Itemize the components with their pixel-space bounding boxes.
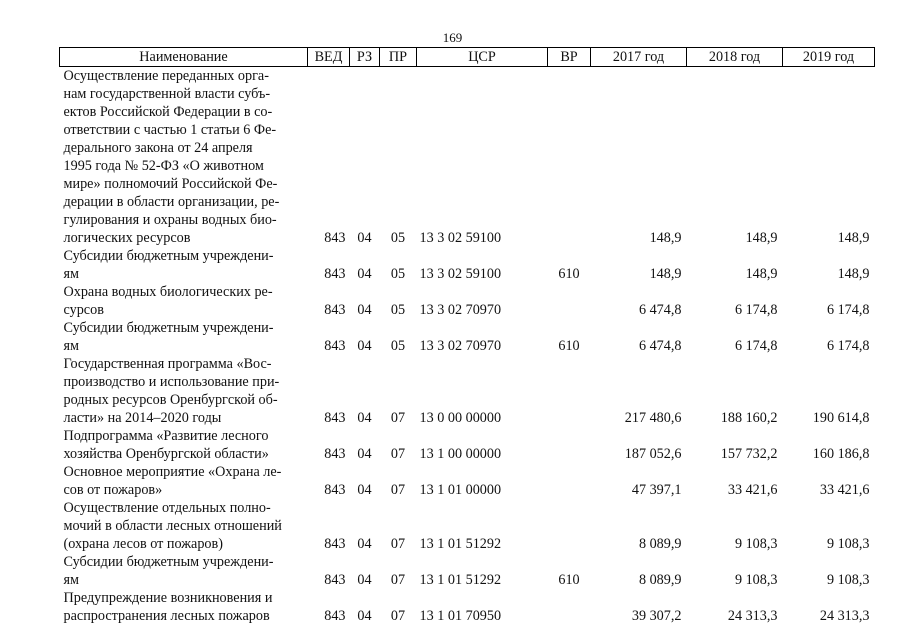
name-line: ям (63, 338, 80, 354)
name-line: сов от пожаров» (63, 482, 163, 498)
name-line: ям (63, 572, 80, 588)
cell-ved: 843 (324, 266, 346, 282)
cell-ved: 843 (324, 572, 346, 588)
cell-2017: 6 474,8 (638, 302, 682, 318)
table-row (60, 427, 875, 463)
cell-csr: 13 3 02 59100 (419, 230, 502, 246)
header-2017: 2017 год (591, 48, 687, 67)
name-line: дерального закона от 24 апреля (63, 140, 253, 156)
name-line: ектов Российской Федерации в со- (63, 104, 273, 120)
cell-vr (548, 355, 591, 427)
cell-rz: 04 (357, 338, 372, 354)
name-line: Осуществление отдельных полно- (63, 500, 271, 516)
cell-2017: 148,9 (649, 266, 682, 282)
cell-pr: 05 (390, 230, 406, 246)
header-pr: ПР (380, 48, 417, 67)
cell-vr (548, 427, 591, 463)
name-line: хозяйства Оренбургской области» (63, 446, 269, 462)
cell-pr: 07 (390, 572, 406, 588)
name-line: логических ресурсов (63, 230, 191, 246)
table-body (60, 67, 875, 626)
header-rz: РЗ (350, 48, 380, 67)
name-line: производство и использование при- (63, 374, 280, 390)
name-line: Предупреждение возникновения и (63, 590, 273, 606)
cell-2019: 148,9 (837, 266, 870, 282)
header-2019: 2019 год (783, 48, 875, 67)
cell-2018: 6 174,8 (734, 338, 778, 354)
name-line: Субсидии бюджетным учреждени- (63, 320, 274, 336)
cell-ved: 843 (324, 410, 346, 426)
cell-csr: 13 1 01 51292 (419, 536, 502, 552)
name-line: распространения лесных пожаров (63, 608, 270, 624)
cell-2019: 24 313,3 (819, 608, 870, 624)
cell-pr: 07 (390, 446, 406, 462)
cell-name (60, 319, 308, 355)
cell-2018: 9 108,3 (734, 572, 778, 588)
cell-name (60, 67, 308, 248)
header-ved: ВЕД (308, 48, 350, 67)
cell-csr: 13 3 02 70970 (419, 338, 502, 354)
cell-name (60, 427, 308, 463)
cell-csr: 13 1 00 00000 (419, 446, 502, 462)
cell-rz: 04 (357, 266, 372, 282)
cell-2017: 8 089,9 (638, 572, 682, 588)
cell-pr: 05 (390, 266, 406, 282)
cell-rz: 04 (357, 482, 372, 498)
name-line: Подпрограмма «Развитие лесного (63, 428, 269, 444)
cell-2018: 33 421,6 (727, 482, 778, 498)
table-row (60, 247, 875, 283)
name-line: дерации в области организации, ре- (63, 194, 280, 210)
cell-rz: 04 (357, 302, 372, 318)
cell-2019: 148,9 (837, 230, 870, 246)
cell-2018: 9 108,3 (734, 536, 778, 552)
table-row (60, 67, 875, 248)
name-line: ласти» на 2014–2020 годы (63, 410, 222, 426)
name-line: Государственная программа «Вос- (63, 356, 272, 372)
name-line: Охрана водных биологических ре- (63, 284, 273, 300)
table-row (60, 553, 875, 589)
table-row (60, 283, 875, 319)
table-header-row (60, 48, 875, 67)
cell-vr: 610 (558, 266, 580, 282)
cell-name (60, 247, 308, 283)
cell-pr: 07 (390, 608, 406, 624)
table-row (60, 319, 875, 355)
cell-2017: 6 474,8 (638, 338, 682, 354)
cell-ved: 843 (324, 482, 346, 498)
cell-ved: 843 (324, 230, 346, 246)
cell-rz: 04 (357, 536, 372, 552)
cell-ved: 843 (324, 536, 346, 552)
name-line: Осуществление переданных орга- (63, 68, 269, 84)
cell-csr: 13 0 00 00000 (419, 410, 502, 426)
table-row (60, 463, 875, 499)
cell-name (60, 463, 308, 499)
cell-2018: 188 160,2 (720, 410, 778, 426)
cell-rz: 04 (357, 230, 372, 246)
cell-csr: 13 1 01 70950 (419, 608, 502, 624)
cell-rz: 04 (357, 608, 372, 624)
name-line: ям (63, 266, 80, 282)
cell-2019: 6 174,8 (826, 338, 870, 354)
cell-2019: 6 174,8 (826, 302, 870, 318)
cell-2017: 148,9 (649, 230, 682, 246)
budget-table (59, 47, 875, 625)
header-csr: ЦСР (417, 48, 548, 67)
cell-pr: 07 (390, 536, 406, 552)
cell-csr: 13 1 01 51292 (419, 572, 502, 588)
name-line: 1995 года № 52-ФЗ «О животном (63, 158, 264, 174)
cell-csr: 13 3 02 59100 (419, 266, 502, 282)
name-line: (охрана лесов от пожаров) (63, 536, 223, 552)
cell-csr: 13 3 02 70970 (419, 302, 502, 318)
name-line: нам государственной власти субъ- (63, 86, 271, 102)
name-line: мочий в области лесных отношений (63, 518, 282, 534)
cell-2019: 9 108,3 (826, 536, 870, 552)
name-line: гулирования и охраны водных био- (63, 212, 277, 228)
cell-name (60, 589, 308, 625)
cell-2019: 33 421,6 (819, 482, 870, 498)
name-line: мире» полномочий Российской Фе- (63, 176, 278, 192)
cell-2019: 9 108,3 (826, 572, 870, 588)
cell-pr: 05 (390, 338, 406, 354)
cell-2017: 187 052,6 (624, 446, 682, 462)
cell-rz: 04 (357, 446, 372, 462)
table-row (60, 589, 875, 625)
cell-2017: 47 397,1 (631, 482, 682, 498)
table-row (60, 499, 875, 553)
header-2018: 2018 год (687, 48, 783, 67)
cell-ved: 843 (324, 608, 346, 624)
cell-2018: 148,9 (745, 230, 778, 246)
cell-vr (548, 283, 591, 319)
name-line: Субсидии бюджетным учреждени- (63, 554, 274, 570)
cell-name (60, 283, 308, 319)
cell-pr: 07 (390, 410, 406, 426)
cell-vr (548, 463, 591, 499)
name-line: Основное мероприятие «Охрана ле- (63, 464, 282, 480)
cell-vr: 610 (558, 572, 580, 588)
cell-rz: 04 (357, 410, 372, 426)
name-line: сурсов (63, 302, 104, 318)
cell-2017: 8 089,9 (638, 536, 682, 552)
cell-2019: 190 614,8 (812, 410, 870, 426)
name-line: ответствии с частью 1 статьи 6 Фе- (63, 122, 277, 138)
cell-pr: 05 (390, 302, 406, 318)
cell-2017: 217 480,6 (624, 410, 682, 426)
cell-ved: 843 (324, 338, 346, 354)
cell-2019: 160 186,8 (812, 446, 870, 462)
header-vr: ВР (548, 48, 591, 67)
name-line: родных ресурсов Оренбургской об- (63, 392, 278, 408)
page-number: 169 (442, 30, 463, 45)
cell-ved: 843 (324, 302, 346, 318)
table-row (60, 355, 875, 427)
cell-name (60, 553, 308, 589)
name-line: Субсидии бюджетным учреждени- (63, 248, 274, 264)
cell-ved: 843 (324, 446, 346, 462)
cell-2018: 24 313,3 (727, 608, 778, 624)
cell-csr: 13 1 01 00000 (419, 482, 502, 498)
cell-vr (548, 589, 591, 625)
cell-rz: 04 (357, 572, 372, 588)
cell-name (60, 499, 308, 553)
cell-pr: 07 (390, 482, 406, 498)
cell-2017: 39 307,2 (631, 608, 682, 624)
cell-vr (548, 67, 591, 248)
cell-2018: 148,9 (745, 266, 778, 282)
cell-vr: 610 (558, 338, 580, 354)
header-name: Наименование (60, 48, 308, 67)
cell-2018: 6 174,8 (734, 302, 778, 318)
cell-2018: 157 732,2 (720, 446, 778, 462)
cell-vr (548, 499, 591, 553)
cell-name (60, 355, 308, 427)
